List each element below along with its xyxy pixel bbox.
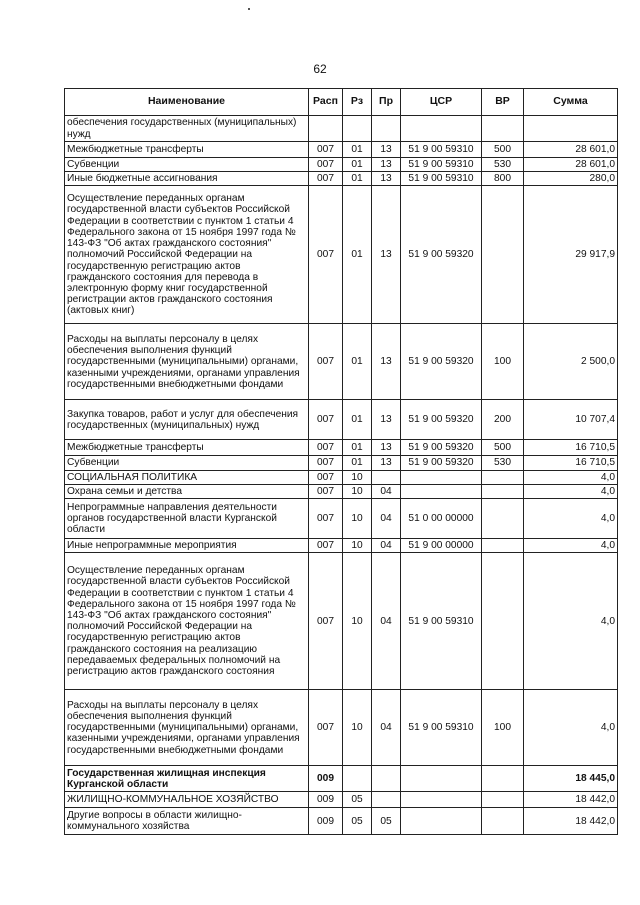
cell-rz: 01 — [343, 440, 372, 456]
cell-pr: 04 — [372, 539, 401, 553]
cell-rasp: 007 — [309, 172, 343, 186]
table-row — [65, 539, 618, 553]
cell-rasp: 007 — [309, 470, 343, 484]
budget-table — [64, 88, 618, 835]
cell-name: Другие вопросы в области жилищно-коммунального хозяйства — [65, 808, 309, 835]
cell-rasp: 007 — [309, 456, 343, 470]
cell-name: Государственная жилищная инспекция Курганской области — [65, 766, 309, 792]
cell-name: Непрограммные направления деятельности органов государственной власти Курганской области — [65, 499, 309, 539]
cell-name: Иные непрограммные мероприятия — [65, 539, 309, 553]
table-row — [65, 456, 618, 470]
cell-vr — [482, 116, 524, 142]
cell-sum: 29 917,9 — [524, 186, 618, 324]
table-row — [65, 470, 618, 484]
cell-sum: 280,0 — [524, 172, 618, 186]
table-row — [65, 158, 618, 172]
cell-rasp: 007 — [309, 484, 343, 498]
cell-rasp: 009 — [309, 808, 343, 835]
cell-rz: 05 — [343, 792, 372, 808]
cell-vr — [482, 186, 524, 324]
cell-vr: 100 — [482, 690, 524, 766]
table-row — [65, 324, 618, 400]
cell-name: Осуществление переданных органам государственной власти субъектов Российской Федерации в соответствии с пунктом 1 статьи 4 Федерального закона от 15 ноября 1997 года № 143-ФЗ "Об актах гражданского состояния" полномочий Российской Федерации на государственную регистрацию актов гражданского состояния для перевода в электронную форму книг государственной регистрации актов гражданского состояния (актовых книг) — [65, 186, 309, 324]
cell-rasp: 007 — [309, 324, 343, 400]
cell-name: обеспечения государственных (муниципальных) нужд — [65, 116, 309, 142]
cell-rasp: 007 — [309, 186, 343, 324]
table-row — [65, 553, 618, 690]
cell-csr: 51 9 00 59310 — [401, 690, 482, 766]
cell-name: Субвенции — [65, 456, 309, 470]
cell-csr: 51 9 00 59310 — [401, 158, 482, 172]
cell-vr — [482, 499, 524, 539]
header-csr: ЦСР — [401, 89, 482, 116]
cell-sum: 4,0 — [524, 553, 618, 690]
cell-rasp: 007 — [309, 539, 343, 553]
table-body — [65, 116, 618, 835]
cell-sum: 28 601,0 — [524, 158, 618, 172]
cell-csr: 51 9 00 59320 — [401, 186, 482, 324]
table-row — [65, 690, 618, 766]
cell-vr: 530 — [482, 456, 524, 470]
table-row — [65, 766, 618, 792]
cell-name: Межбюджетные трансферты — [65, 142, 309, 158]
cell-vr — [482, 553, 524, 690]
cell-rz: 10 — [343, 539, 372, 553]
cell-vr — [482, 539, 524, 553]
scan-speck — [248, 8, 250, 10]
cell-sum: 16 710,5 — [524, 456, 618, 470]
cell-pr: 13 — [372, 400, 401, 440]
cell-csr: 51 9 00 59310 — [401, 172, 482, 186]
cell-sum — [524, 116, 618, 142]
cell-pr — [372, 766, 401, 792]
cell-vr — [482, 808, 524, 835]
cell-vr: 800 — [482, 172, 524, 186]
cell-rz: 01 — [343, 186, 372, 324]
table-header-row — [65, 89, 618, 116]
cell-rz: 01 — [343, 142, 372, 158]
cell-pr: 13 — [372, 158, 401, 172]
header-rz: Рз — [343, 89, 372, 116]
cell-pr — [372, 116, 401, 142]
cell-name: Осуществление переданных органам государственной власти субъектов Российской Федерации в соответствии с пунктом 1 статьи 4 Федерального закона от 15 ноября 1997 года № 143-ФЗ "Об актах гражданского состояния" полномочий Российской Федерации на государственную регистрацию актов гражданского состояния на реализацию передаваемых федеральных полномочий на регистрацию актов гражданского состояния — [65, 553, 309, 690]
cell-rz: 05 — [343, 808, 372, 835]
cell-sum: 4,0 — [524, 499, 618, 539]
cell-vr: 500 — [482, 142, 524, 158]
cell-pr: 04 — [372, 499, 401, 539]
cell-pr: 05 — [372, 808, 401, 835]
cell-pr: 13 — [372, 456, 401, 470]
cell-rasp: 007 — [309, 690, 343, 766]
cell-csr — [401, 766, 482, 792]
cell-rz: 10 — [343, 553, 372, 690]
cell-pr: 13 — [372, 324, 401, 400]
cell-pr: 13 — [372, 172, 401, 186]
table-row — [65, 116, 618, 142]
cell-sum: 4,0 — [524, 539, 618, 553]
cell-pr — [372, 470, 401, 484]
table-row — [65, 172, 618, 186]
table-row — [65, 499, 618, 539]
cell-sum: 16 710,5 — [524, 440, 618, 456]
header-vr: ВР — [482, 89, 524, 116]
cell-csr — [401, 792, 482, 808]
cell-sum: 2 500,0 — [524, 324, 618, 400]
page-number: 62 — [313, 62, 327, 76]
cell-rz: 01 — [343, 324, 372, 400]
cell-rasp: 007 — [309, 158, 343, 172]
cell-vr: 200 — [482, 400, 524, 440]
cell-rz: 01 — [343, 172, 372, 186]
table-row — [65, 484, 618, 498]
table-row — [65, 440, 618, 456]
header-name: Наименование — [65, 89, 309, 116]
cell-sum: 4,0 — [524, 470, 618, 484]
cell-pr: 13 — [372, 186, 401, 324]
cell-name: ЖИЛИЩНО-КОММУНАЛЬНОЕ ХОЗЯЙСТВО — [65, 792, 309, 808]
cell-rz: 01 — [343, 158, 372, 172]
cell-csr: 51 0 00 00000 — [401, 499, 482, 539]
cell-csr — [401, 116, 482, 142]
cell-vr — [482, 766, 524, 792]
cell-rasp — [309, 116, 343, 142]
cell-sum: 10 707,4 — [524, 400, 618, 440]
cell-vr: 500 — [482, 440, 524, 456]
cell-vr — [482, 792, 524, 808]
cell-name: Межбюджетные трансферты — [65, 440, 309, 456]
cell-sum: 18 445,0 — [524, 766, 618, 792]
table-row — [65, 400, 618, 440]
header-rasp: Расп — [309, 89, 343, 116]
cell-pr: 13 — [372, 440, 401, 456]
cell-vr: 100 — [482, 324, 524, 400]
cell-csr: 51 9 00 59310 — [401, 553, 482, 690]
cell-csr: 51 9 00 59320 — [401, 456, 482, 470]
cell-rasp: 007 — [309, 499, 343, 539]
table-row — [65, 186, 618, 324]
cell-rz — [343, 766, 372, 792]
cell-rz: 10 — [343, 470, 372, 484]
header-pr: Пр — [372, 89, 401, 116]
cell-csr: 51 9 00 59320 — [401, 324, 482, 400]
cell-pr: 13 — [372, 142, 401, 158]
cell-vr — [482, 470, 524, 484]
cell-name: Субвенции — [65, 158, 309, 172]
cell-csr — [401, 470, 482, 484]
cell-sum: 4,0 — [524, 484, 618, 498]
cell-csr — [401, 484, 482, 498]
cell-vr — [482, 484, 524, 498]
cell-sum: 18 442,0 — [524, 808, 618, 835]
table-row — [65, 808, 618, 835]
cell-rasp: 007 — [309, 400, 343, 440]
cell-pr: 04 — [372, 553, 401, 690]
cell-rz: 01 — [343, 400, 372, 440]
cell-rz: 10 — [343, 499, 372, 539]
cell-sum: 18 442,0 — [524, 792, 618, 808]
cell-csr — [401, 808, 482, 835]
cell-rz: 10 — [343, 484, 372, 498]
cell-rasp: 009 — [309, 766, 343, 792]
cell-pr: 04 — [372, 690, 401, 766]
cell-sum: 4,0 — [524, 690, 618, 766]
cell-csr: 51 9 00 59320 — [401, 440, 482, 456]
cell-name: СОЦИАЛЬНАЯ ПОЛИТИКА — [65, 470, 309, 484]
cell-rz — [343, 116, 372, 142]
cell-pr: 04 — [372, 484, 401, 498]
cell-rasp: 007 — [309, 142, 343, 158]
cell-rasp: 007 — [309, 440, 343, 456]
cell-name: Закупка товаров, работ и услуг для обеспечения государственных (муниципальных) нужд — [65, 400, 309, 440]
header-sum: Сумма — [524, 89, 618, 116]
cell-name: Расходы на выплаты персоналу в целях обеспечения выполнения функций государственными (муниципальными) органами, казенными учреждениями, органами управления государственными внебюджетными фондами — [65, 690, 309, 766]
cell-csr: 51 9 00 00000 — [401, 539, 482, 553]
cell-vr: 530 — [482, 158, 524, 172]
cell-sum: 28 601,0 — [524, 142, 618, 158]
cell-name: Охрана семьи и детства — [65, 484, 309, 498]
cell-rz: 10 — [343, 690, 372, 766]
cell-csr: 51 9 00 59310 — [401, 142, 482, 158]
cell-pr — [372, 792, 401, 808]
cell-name: Иные бюджетные ассигнования — [65, 172, 309, 186]
cell-rz: 01 — [343, 456, 372, 470]
cell-csr: 51 9 00 59320 — [401, 400, 482, 440]
table-row — [65, 792, 618, 808]
cell-rasp: 007 — [309, 553, 343, 690]
cell-name: Расходы на выплаты персоналу в целях обеспечения выполнения функций государственными (муниципальными) органами, казенными учреждениями, органами управления государственными внебюджетными фондами — [65, 324, 309, 400]
table-row — [65, 142, 618, 158]
cell-rasp: 009 — [309, 792, 343, 808]
